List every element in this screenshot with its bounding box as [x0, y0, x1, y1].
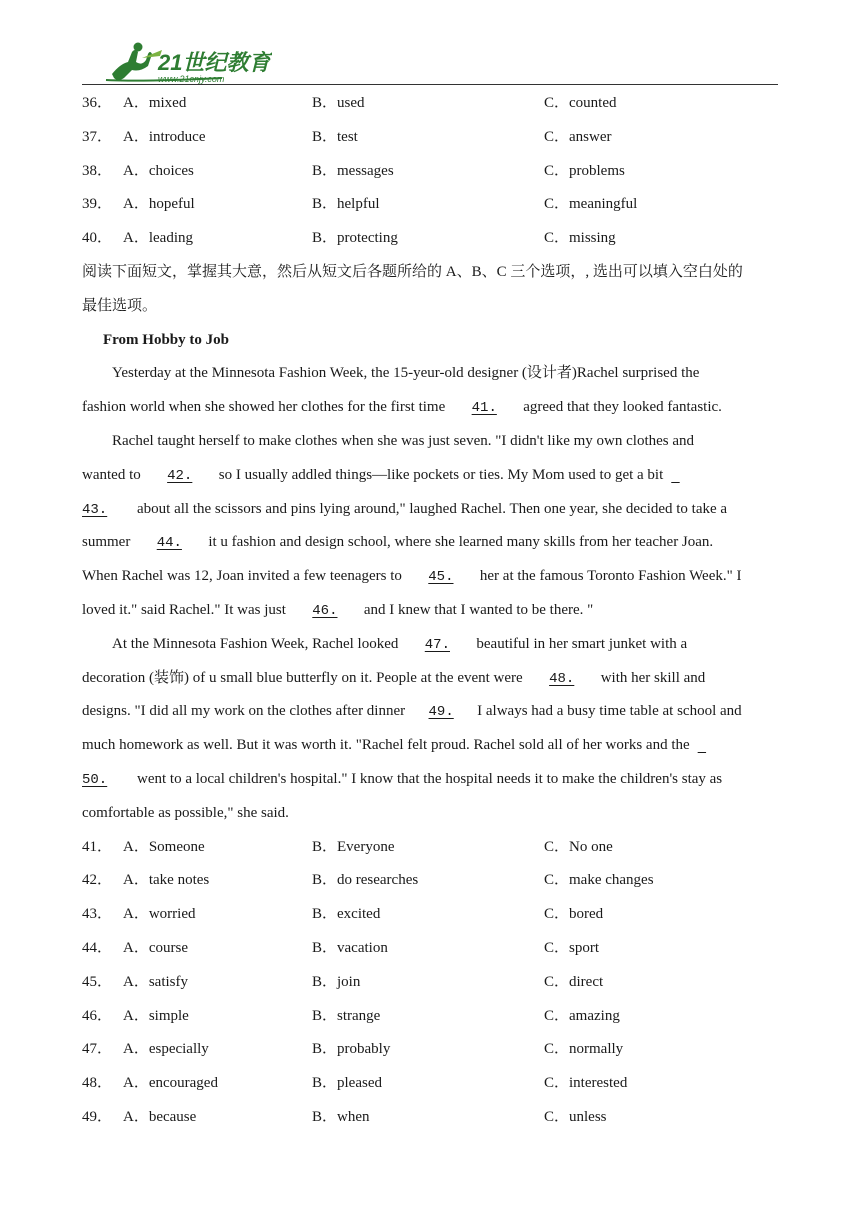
options-41-49	[82, 831, 782, 1135]
option-c: C．make changes	[544, 872, 654, 889]
question-number: 48．	[82, 1075, 113, 1092]
blank-48: 48.	[549, 670, 575, 687]
question-number: 49．	[82, 1108, 113, 1125]
logo-icon	[102, 40, 272, 86]
question-row	[82, 155, 782, 189]
option-c: C．unless	[544, 1108, 607, 1125]
instructions-line-1: 阅读下面短文，掌握其大意，然后从短文后各题所给的 A、B、C 三个选项，, 选出可以填入空白处的	[82, 263, 743, 280]
blank-49: 49.	[428, 704, 454, 721]
option-b: B．used	[312, 95, 365, 111]
option-a: A．simple	[123, 1007, 189, 1024]
option-b: B．do researches	[312, 872, 419, 889]
question-row	[82, 1101, 782, 1135]
question-number: 39．	[82, 196, 113, 213]
question-number: 41．	[82, 838, 113, 855]
option-c: C．meaningful	[544, 196, 638, 213]
question-row	[82, 87, 782, 121]
blank-46: 46.	[312, 602, 338, 619]
option-b: B．test	[312, 128, 358, 145]
blank-43: 43.	[82, 501, 108, 518]
option-b: B．Everyone	[312, 838, 395, 855]
passage-line: 43. about all the scissors and pins lying around," laughed Rachel. Then one year, she decided to take a	[82, 493, 782, 527]
blank-41: 41.	[471, 400, 497, 417]
question-number: 44．	[82, 939, 113, 956]
question-row	[82, 1000, 782, 1034]
question-row	[82, 932, 782, 966]
svg-text:www.21cnjy.com: www.21cnjy.com	[158, 74, 225, 84]
option-a: A．hopeful	[123, 196, 195, 213]
option-a: A．Someone	[123, 838, 205, 855]
document-body	[82, 87, 782, 1135]
option-c: C．counted	[544, 95, 617, 111]
question-row	[82, 966, 782, 1000]
passage-line: 50. went to a local children's hospital." I know that the hospital needs it to make the children's stay as	[82, 763, 782, 797]
option-a: A．mixed	[123, 95, 187, 111]
passage-line: Yesterday at the Minnesota Fashion Week, the 15-yeur-old designer (设计者)Rachel surprised the	[112, 365, 700, 382]
question-row	[82, 864, 782, 898]
option-b: B．vacation	[312, 939, 388, 956]
blank-50-start	[698, 730, 722, 764]
option-a: A．choices	[123, 162, 194, 179]
option-c: C．problems	[544, 162, 625, 179]
header-rule	[82, 84, 778, 85]
blank-43-start	[671, 460, 695, 494]
option-c: C．interested	[544, 1075, 628, 1092]
question-row	[82, 831, 782, 865]
option-a: A．encouraged	[123, 1075, 218, 1092]
blank-44: 44.	[156, 535, 182, 552]
option-c: C．sport	[544, 939, 600, 956]
passage-line: decoration (装饰) of u small blue butterfly on it. People at the event were 48. with her skill and	[82, 662, 782, 696]
passage-line: When Rachel was 12, Joan invited a few teenagers to 45. her at the famous Toronto Fashion Week." I	[82, 560, 782, 594]
instructions-line-2: 最佳选项。	[82, 297, 158, 314]
passage-line: Rachel taught herself to make clothes when she was just seven. "I didn't like my own clothes and	[112, 432, 695, 449]
options-36-40	[82, 87, 782, 256]
question-number: 38．	[82, 162, 113, 179]
question-number: 43．	[82, 906, 113, 923]
option-a: A．introduce	[123, 128, 206, 145]
passage-line: designs. "I did all my work on the clothes after dinner 49. I always had a busy time table at school and	[82, 695, 782, 729]
question-number: 36．	[82, 95, 113, 111]
question-row	[82, 222, 782, 256]
option-a: A．leading	[123, 230, 193, 247]
option-c: C．No one	[544, 838, 613, 855]
question-number: 40．	[82, 230, 113, 247]
option-b: B．pleased	[312, 1075, 382, 1092]
option-a: A．worried	[123, 906, 196, 923]
option-a: A．take notes	[123, 872, 210, 889]
passage-line: wanted to 42. so I usually addled things—like pockets or ties. My Mom used to get a bit	[82, 459, 782, 493]
question-number: 47．	[82, 1041, 113, 1058]
option-b: B．probably	[312, 1041, 391, 1058]
question-number: 46．	[82, 1007, 113, 1024]
question-number: 45．	[82, 973, 113, 990]
option-c: C．amazing	[544, 1007, 620, 1024]
question-row	[82, 188, 782, 222]
option-a: A．satisfy	[123, 973, 188, 990]
blank-47: 47.	[424, 636, 450, 653]
passage-line: summer 44. it u fashion and design school, where she learned many skills from her teacher Joan.	[82, 526, 782, 560]
option-a: A．because	[123, 1108, 197, 1125]
option-b: B．when	[312, 1108, 370, 1125]
option-c: C．bored	[544, 906, 604, 923]
option-c: C．answer	[544, 128, 612, 145]
option-a: A．course	[123, 939, 188, 956]
option-c: C．direct	[544, 973, 604, 990]
page-header	[82, 38, 778, 86]
option-b: B．messages	[312, 162, 394, 179]
passage-line: loved it." said Rachel." It was just 46. and I knew that I wanted to be there. "	[82, 594, 782, 628]
blank-42: 42.	[167, 467, 193, 484]
question-row	[82, 898, 782, 932]
passage-line: comfortable as possible," she said.	[82, 804, 289, 821]
option-b: B．strange	[312, 1007, 381, 1024]
option-b: B．protecting	[312, 230, 398, 247]
blank-50: 50.	[82, 771, 108, 788]
passage-title: From Hobby to Job	[103, 331, 229, 348]
option-b: B．join	[312, 973, 361, 990]
option-a: A．especially	[123, 1041, 209, 1058]
option-b: B．helpful	[312, 196, 380, 213]
svg-text:21世纪教育: 21世纪教育	[158, 50, 271, 75]
passage-line: fashion world when she showed her clothes for the first time 41. agreed that they looked fantastic.	[82, 391, 782, 425]
blank-45: 45.	[428, 569, 454, 586]
option-b: B．excited	[312, 906, 381, 923]
question-number: 42．	[82, 872, 113, 889]
question-row	[82, 1033, 782, 1067]
passage-line: much homework as well. But it was worth it. "Rachel felt proud. Rachel sold all of her works and the	[82, 729, 782, 763]
question-number: 37．	[82, 128, 113, 145]
question-row	[82, 121, 782, 155]
option-c: C．missing	[544, 230, 616, 247]
question-row	[82, 1067, 782, 1101]
passage-line: At the Minnesota Fashion Week, Rachel looked 47. beautiful in her smart junket with a	[82, 628, 782, 662]
option-c: C．normally	[544, 1041, 624, 1058]
